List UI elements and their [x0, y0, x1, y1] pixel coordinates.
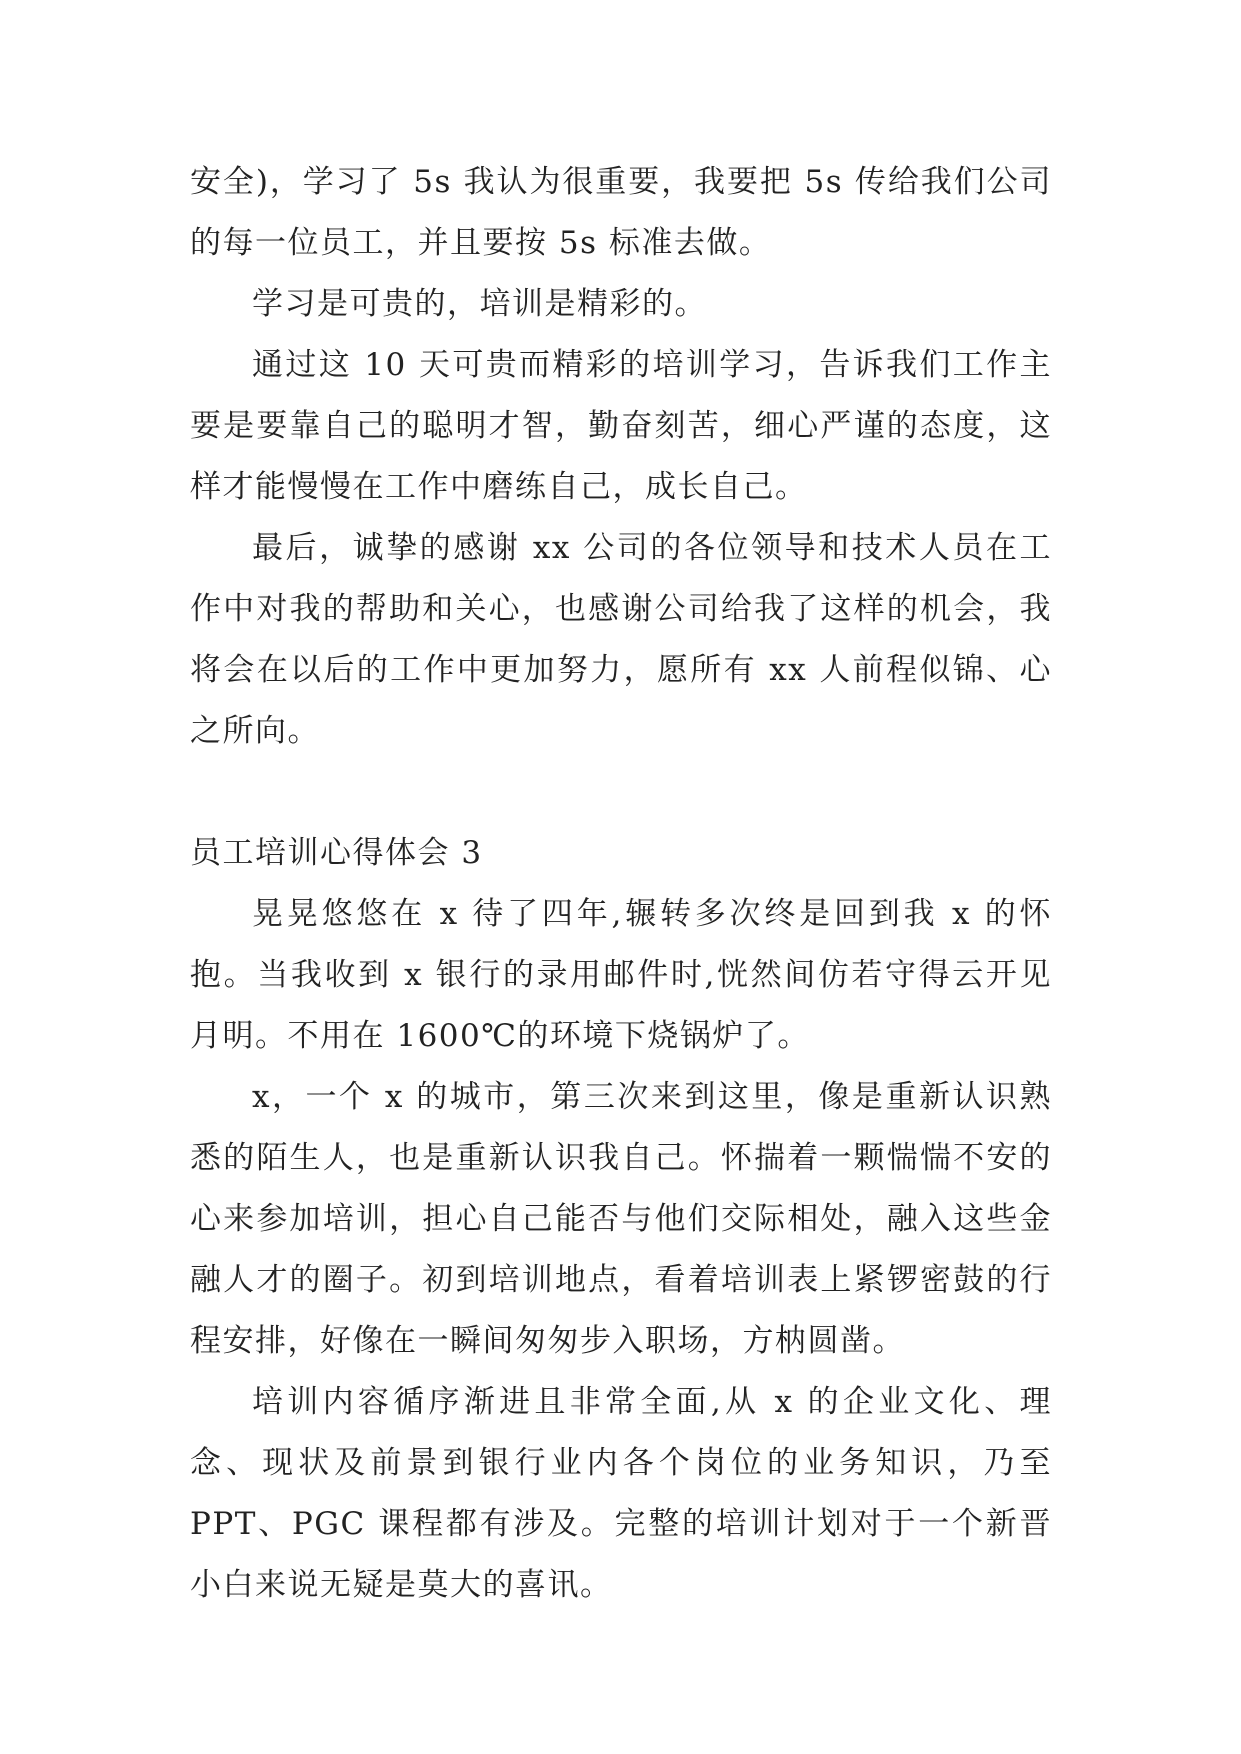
paragraph: 晃晃悠悠在 x 待了四年,辗转多次终是回到我 x 的怀抱。当我收到 x 银行的录用邮件时,恍然间仿若守得云开见月明。不用在 1600℃的环境下烧锅炉了。 [190, 896, 1052, 1054]
paragraph: x，一个 x 的城市，第三次来到这里，像是重新认识熟悉的陌生人，也是重新认识我自己。怀揣着一颗惴惴不安的心来参加培训，担心自己能否与他们交际相处，融入这些金融人才的圈子。初到培训地点，看着培训表上紧锣密鼓的行程安排，好像在一瞬间匆匆步入职场，方枘圆凿。 [190, 1079, 1052, 1359]
paragraph-continuation: 安全)，学习了 5s 我认为很重要，我要把 5s 传给我们公司的每一位员工，并且要按 5s 标准去做。 [190, 164, 1052, 261]
paragraph: 学习是可贵的，培训是精彩的。 [252, 286, 707, 322]
paragraph: 培训内容循序渐进且非常全面,从 x 的企业文化、理念、现状及前景到银行业内各个岗位的业务知识，乃至 PPT、PGC 课程都有涉及。完整的培训计划对于一个新晋小白来说无疑是莫大的喜讯。 [190, 1384, 1052, 1603]
document-body [190, 152, 1052, 1616]
paragraph: 通过这 10 天可贵而精彩的培训学习，告诉我们工作主要是要靠自己的聪明才智，勤奋刻苦，细心严谨的态度，这样才能慢慢在工作中磨练自己，成长自己。 [190, 347, 1052, 505]
paragraph: 最后，诚挚的感谢 xx 公司的各位领导和技术人员在工作中对我的帮助和关心，也感谢公司给我了这样的机会，我将会在以后的工作中更加努力，愿所有 xx 人前程似锦、心之所向。 [190, 530, 1052, 749]
section-title: 员工培训心得体会 3 [190, 835, 483, 871]
